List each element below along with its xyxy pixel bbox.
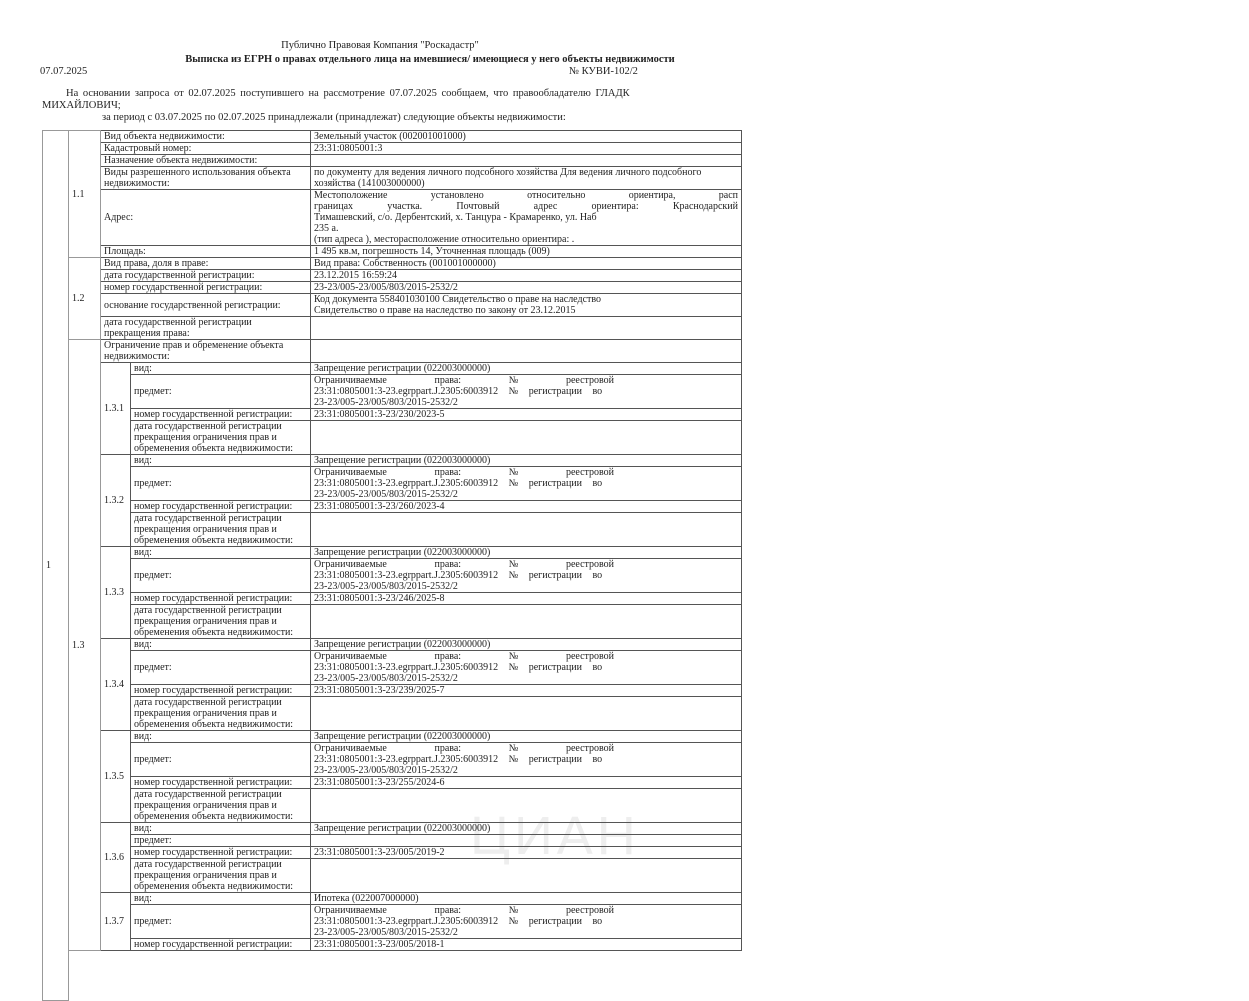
subject-word: № [508,905,519,916]
subject-line: 23:31:0805001:3-23.egrppart.J.2305:6003912 № регистрации во [314,754,603,765]
field-label: номер государственной регистрации: [131,409,311,421]
document-number: № КУВИ-102/2 [569,66,638,77]
table-row [43,282,742,294]
field-label: предмет: [131,559,311,593]
field-value [311,190,742,246]
subject-word: реестровой [565,651,614,662]
field-label: вид: [131,893,311,905]
subject-word: № [508,559,519,570]
address-line: (тип адреса ), месторасположение относительно ориентира: . [314,234,575,245]
field-value: 23:31:0805001:3-23/246/2025-8 [311,593,742,605]
field-label: Вид объекта недвижимости: [101,131,311,143]
property-table-wrapper [42,130,742,1001]
field-value: Запрещение регистрации (022003000000) [311,455,742,467]
subject-line: 23-23/005-23/005/803/2015-2532/2 [314,673,458,684]
table-row [43,731,742,743]
field-label: вид: [131,363,311,375]
table-row [43,685,742,697]
table-row [43,893,742,905]
field-label: Кадастровый номер: [101,143,311,155]
section-number: 1.1 [69,131,101,258]
field-label: дата государственной регистрации прекращения права: [101,317,311,340]
field-label: Площадь: [101,246,311,258]
table-row [43,317,742,340]
field-label: вид: [131,639,311,651]
table-row [43,340,742,363]
subject-word: реестровой [565,467,614,478]
subject-word: реестровой [565,905,614,916]
table-row [43,777,742,789]
table-row [43,155,742,167]
table-filler-row [43,951,742,1001]
subject-line: 23-23/005-23/005/803/2015-2532/2 [314,927,458,938]
subject-word: № [508,467,519,478]
field-label: вид: [131,547,311,559]
field-label: предмет: [131,375,311,409]
restriction-number: 1.3.6 [101,823,131,893]
field-label: номер государственной регистрации: [131,777,311,789]
table-row [43,258,742,270]
table-row [43,847,742,859]
field-label: номер государственной регистрации: [131,847,311,859]
restriction-number: 1.3.5 [101,731,131,823]
section-number: 1.2 [69,258,101,340]
table-row [43,513,742,547]
field-label: предмет: [131,467,311,501]
section-number: 1.3 [69,340,101,951]
subject-word: Ограничиваемые [314,651,387,662]
intro-paragraph-line1: На основании запроса от 02.07.2025 поступившего на рассмотрение 07.07.2025 сообщаем, что правообладателю ГЛАДК [66,88,630,99]
field-label: основание государственной регистрации: [101,294,311,317]
field-label: номер государственной регистрации: [131,939,311,951]
subject-line: 23:31:0805001:3-23.egrppart.J.2305:6003912 № регистрации во [314,478,603,489]
field-value: Ипотека (022007000000) [311,893,742,905]
field-value: 23:31:0805001:3-23/005/2019-2 [311,847,742,859]
subject-line [314,559,614,570]
field-value: 23.12.2015 16:59:24 [311,270,742,282]
field-value: Запрещение регистрации (022003000000) [311,731,742,743]
field-value: 23-23/005-23/005/803/2015-2532/2 [311,282,742,294]
object-number: 1 [43,131,69,1001]
subject-line: 23:31:0805001:3-23.egrppart.J.2305:6003912 № регистрации во [314,662,603,673]
subject-line [314,905,614,916]
subject-line [314,743,614,754]
watermark: ЦИАН [470,806,640,866]
table-row [43,605,742,639]
field-value: 23:31:0805001:3 [311,143,742,155]
field-value: 23:31:0805001:3-23/255/2024-6 [311,777,742,789]
field-label: предмет: [131,835,311,847]
address-line: границах участка. Почтовый адрес ориентира: Краснодарский [314,201,738,212]
table-row [43,823,742,835]
subject-word: реестровой [565,743,614,754]
document-date: 07.07.2025 [40,66,88,77]
field-label: дата государственной регистрации прекращения ограничения прав и обременения объекта недвижимости: [131,789,311,823]
field-label: номер государственной регистрации: [131,685,311,697]
subject-word: Ограничиваемые [314,375,387,386]
field-value [311,859,742,893]
table-row [43,270,742,282]
field-value [311,651,742,685]
field-value [311,421,742,455]
field-value [311,905,742,939]
subject-line: 23-23/005-23/005/803/2015-2532/2 [314,397,458,408]
table-row [43,190,742,246]
field-label: дата государственной регистрации прекращения ограничения прав и обременения объекта недвижимости: [131,513,311,547]
subject-word: права: [434,905,462,916]
organization-name: Публично Правовая Компания "Роскадастр" [281,40,479,51]
table-row [43,859,742,893]
restrictions-heading: Ограничение прав и обременение объекта недвижимости: [101,340,311,363]
field-label: предмет: [131,905,311,939]
field-value [311,155,742,167]
table-row [43,246,742,258]
field-label: Вид права, доля в праве: [101,258,311,270]
restriction-number: 1.3.2 [101,455,131,547]
field-label: номер государственной регистрации: [101,282,311,294]
subject-word: Ограничиваемые [314,559,387,570]
field-value [311,789,742,823]
field-value: Запрещение регистрации (022003000000) [311,823,742,835]
table-row [43,651,742,685]
subject-line: 23:31:0805001:3-23.egrppart.J.2305:6003912 № регистрации во [314,570,603,581]
field-label: дата государственной регистрации: [101,270,311,282]
table-row [43,789,742,823]
field-value: 23:31:0805001:3-23/260/2023-4 [311,501,742,513]
subject-line: 23:31:0805001:3-23.egrppart.J.2305:6003912 № регистрации во [314,916,603,927]
subject-word: № [508,743,519,754]
field-label: предмет: [131,651,311,685]
subject-line: 23:31:0805001:3-23.egrppart.J.2305:6003912 № регистрации во [314,386,603,397]
field-label: номер государственной регистрации: [131,593,311,605]
subject-line: 23-23/005-23/005/803/2015-2532/2 [314,489,458,500]
address-line: 235 а. [314,223,339,234]
subject-line [314,467,614,478]
field-value: Запрещение регистрации (022003000000) [311,363,742,375]
table-row [43,697,742,731]
intro-paragraph-line2: МИХАЙЛОВИЧ; [42,100,121,111]
table-row [43,467,742,501]
subject-word: Ограничиваемые [314,905,387,916]
field-label: дата государственной регистрации прекращения ограничения прав и обременения объекта недвижимости: [131,605,311,639]
field-value: по документу для ведения личного подсобного хозяйства Для ведения личного подсобного хозяйства (141003000000) [311,167,742,190]
subject-word: № [508,375,519,386]
table-row [43,501,742,513]
field-value [311,605,742,639]
field-label: дата государственной регистрации прекращения ограничения прав и обременения объекта недвижимости: [131,859,311,893]
field-label: номер государственной регистрации: [131,501,311,513]
address-line: Тимашевский, с/о. Дербентский, х. Танцура - Крамаренко, ул. Наб [314,212,597,223]
intro-paragraph-line3: за период с 03.07.2025 по 02.07.2025 принадлежали (принадлежат) следующие объекты недвижимости: [102,112,566,123]
subject-word: права: [434,467,462,478]
restriction-number: 1.3.1 [101,363,131,455]
field-label: Виды разрешенного использования объекта недвижимости: [101,167,311,190]
table-row [43,294,742,317]
field-value [311,317,742,340]
field-value [311,340,742,363]
table-row [43,905,742,939]
basis-line: Код документа 558401030100 Свидетельство о праве на наследство [314,294,602,305]
subject-word: реестровой [565,375,614,386]
property-table [42,130,742,1001]
field-value: 23:31:0805001:3-23/239/2025-7 [311,685,742,697]
field-value [311,743,742,777]
subject-word: Ограничиваемые [314,467,387,478]
subject-line [314,375,614,386]
address-line: Местоположение установлено относительно ориентира, расп [314,190,738,201]
table-row [43,363,742,375]
table-row [43,167,742,190]
subject-word: права: [434,651,462,662]
field-value [311,559,742,593]
field-value [311,375,742,409]
table-row [43,559,742,593]
field-value: Запрещение регистрации (022003000000) [311,547,742,559]
subject-word: права: [434,743,462,754]
restriction-number: 1.3.3 [101,547,131,639]
subject-line [314,651,614,662]
subject-word: № [508,651,519,662]
table-row [43,743,742,777]
field-label: предмет: [131,743,311,777]
field-label: вид: [131,455,311,467]
basis-line: Свидетельство о праве на наследство по закону от 23.12.2015 [314,305,576,316]
field-label: Назначение объекта недвижимости: [101,155,311,167]
table-row [43,939,742,951]
restriction-number: 1.3.7 [101,893,131,951]
table-row [43,131,742,143]
field-label: вид: [131,823,311,835]
subject-word: права: [434,375,462,386]
subject-word: Ограничиваемые [314,743,387,754]
document-title: Выписка из ЕГРН о правах отдельного лица на имевшиеся/ имеющиеся у него объекты недвижимости [185,54,675,65]
field-value: Земельный участок (002001001000) [311,131,742,143]
field-label: дата государственной регистрации прекращения ограничения прав и обременения объекта недвижимости: [131,421,311,455]
field-label: вид: [131,731,311,743]
field-label: Адрес: [101,190,311,246]
table-row [43,547,742,559]
table-row [43,375,742,409]
field-value: Запрещение регистрации (022003000000) [311,639,742,651]
field-value: Вид права: Собственность (001001000000) [311,258,742,270]
subject-line: 23-23/005-23/005/803/2015-2532/2 [314,581,458,592]
restriction-number: 1.3.4 [101,639,131,731]
field-value: 1 495 кв.м, погрешность 14, Уточненная площадь (009) [311,246,742,258]
field-value [311,513,742,547]
field-value [311,294,742,317]
field-value: 23:31:0805001:3-23/230/2023-5 [311,409,742,421]
table-row [43,455,742,467]
subject-line: 23-23/005-23/005/803/2015-2532/2 [314,765,458,776]
field-value [311,697,742,731]
table-row [43,639,742,651]
field-label: дата государственной регистрации прекращения ограничения прав и обременения объекта недвижимости: [131,697,311,731]
field-value [311,467,742,501]
field-value: 23:31:0805001:3-23/005/2018-1 [311,939,742,951]
subject-word: реестровой [565,559,614,570]
table-row [43,835,742,847]
table-row [43,409,742,421]
table-row [43,143,742,155]
subject-word: права: [434,559,462,570]
table-row [43,593,742,605]
field-value [311,835,742,847]
table-row [43,421,742,455]
